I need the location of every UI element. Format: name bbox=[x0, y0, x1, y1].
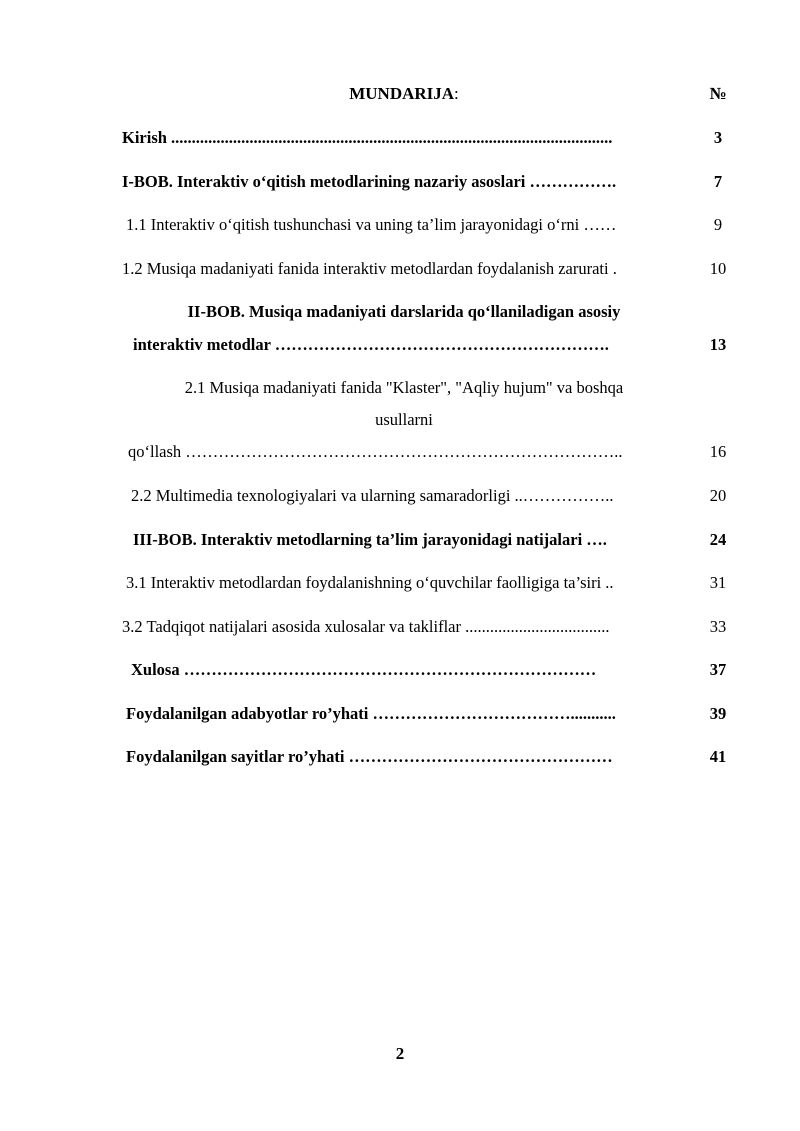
page-number: 2 bbox=[395, 1044, 405, 1063]
toc-entry-text-line1: 2.1 Musiqa madaniyati fanida "Klaster", "Aqliy hujum" va boshqa bbox=[184, 378, 624, 397]
toc-entry-text-line2: usullarni bbox=[375, 410, 433, 429]
toc-entry-page: 10 bbox=[709, 259, 727, 278]
toc-entry-page: 16 bbox=[709, 442, 727, 461]
toc-entry-text: Foydalanilgan sayitlar ro’yhati ………………………………………… bbox=[126, 747, 613, 766]
toc-entry-page: 13 bbox=[709, 335, 727, 354]
toc-entry-text: III-BOB. Interaktiv metodlarning ta’lim jarayonidagi natijalari …. bbox=[133, 530, 607, 549]
toc-entry-chapter-2 bbox=[0, 300, 800, 360]
toc-entry-text-line2: interaktiv metodlar ……………………………………………………. bbox=[133, 335, 609, 354]
toc-entry-page: 41 bbox=[709, 747, 727, 766]
toc-entry-page: 3 bbox=[713, 128, 723, 147]
toc-entry-text: 1.2 Musiqa madaniyati fanida interaktiv metodlardan foydalanish zarurati . bbox=[122, 259, 617, 278]
toc-entry-page: 37 bbox=[709, 660, 727, 679]
toc-header bbox=[0, 84, 800, 108]
toc-number-sign: № bbox=[709, 84, 727, 103]
toc-entry-text: Xulosa ………………………………………………………………… bbox=[131, 660, 597, 679]
toc-entry-text-line1: II-BOB. Musiqa madaniyati darslarida qo‘llaniladigan asosiy bbox=[187, 302, 621, 321]
toc-entry-text: I-BOB. Interaktiv o‘qitish metodlarining nazariy asoslari ……………. bbox=[122, 172, 617, 191]
toc-entry-page: 24 bbox=[709, 530, 727, 549]
toc-title-text: MUNDARIJA bbox=[349, 84, 455, 103]
toc-entry-page: 33 bbox=[709, 617, 727, 636]
toc-title bbox=[122, 84, 686, 104]
toc-entry-text-line3: qo‘llash …………………………………………………………………….. bbox=[128, 442, 623, 461]
toc-title-colon: : bbox=[454, 84, 459, 103]
toc-entry-page: 31 bbox=[709, 573, 727, 592]
toc-entry-text: 2.2 Multimedia texnologiyalari va ularning samaradorligi ..…………….. bbox=[131, 486, 614, 505]
toc-entry-page: 20 bbox=[709, 486, 727, 505]
toc-entry-page: 9 bbox=[713, 215, 723, 234]
toc-entry-text: 3.2 Tadqiqot natijalari asosida xulosalar va takliflar ................................... bbox=[122, 617, 610, 636]
toc-entry-page: 39 bbox=[709, 704, 727, 723]
toc-entry-page: 7 bbox=[713, 172, 723, 191]
toc-entry-text: 3.1 Interaktiv metodlardan foydalanishning o‘quvchilar faolligiga ta’siri .. bbox=[126, 573, 614, 592]
toc-entry-text: Foydalanilgan adabyotlar ro’yhati ………………………………........... bbox=[126, 704, 616, 723]
toc-entry-text: Kirish ........................................................................................................... bbox=[122, 128, 613, 147]
toc-entry-section-2-1 bbox=[0, 376, 800, 466]
toc-entry-text: 1.1 Interaktiv o‘qitish tushunchasi va uning ta’lim jarayonidagi o‘rni …… bbox=[126, 215, 617, 234]
